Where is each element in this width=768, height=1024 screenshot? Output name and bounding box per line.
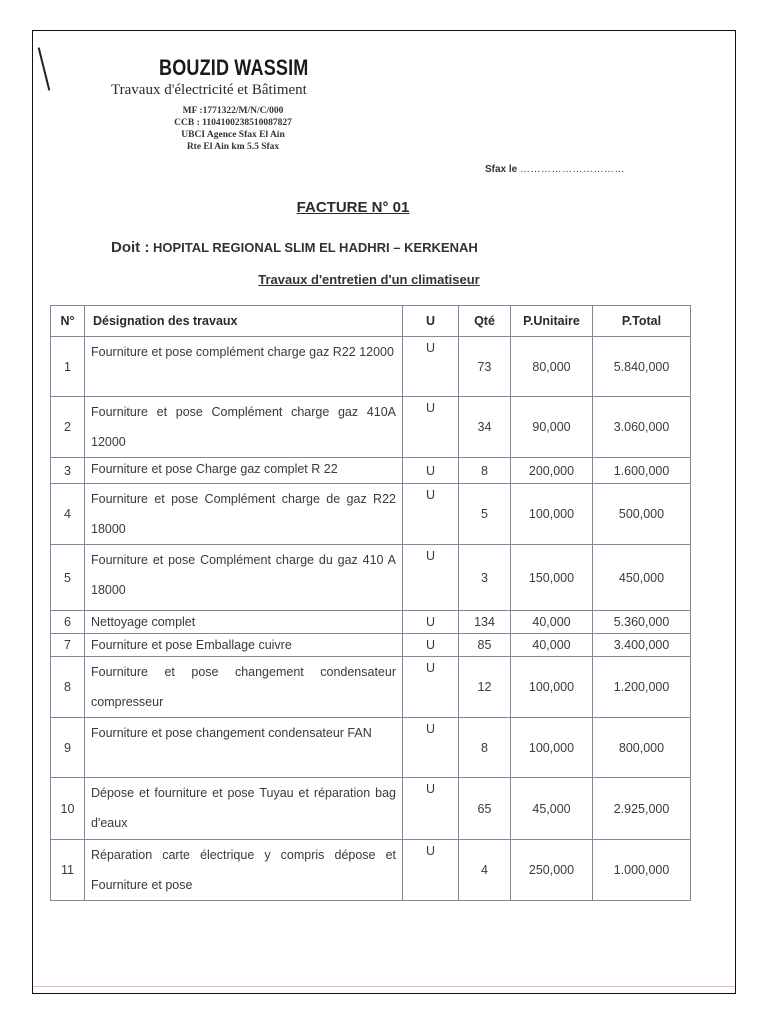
row-quantity: 65 (459, 778, 511, 840)
row-designation: Dépose et fourniture et pose Tuyau et réparation bag d'eaux (85, 778, 403, 840)
row-number: 3 (51, 458, 85, 484)
row-unit-price: 200,000 (511, 458, 593, 484)
row-designation: Fourniture et pose Charge gaz complet R 22 (85, 458, 403, 484)
table-row (51, 337, 691, 397)
row-unit-price: 250,000 (511, 840, 593, 901)
table-row (51, 840, 691, 901)
row-designation: Nettoyage complet (85, 611, 403, 634)
row-number: 2 (51, 397, 85, 458)
row-unit: U (403, 634, 459, 657)
row-total-price: 5.360,000 (593, 611, 691, 634)
row-total-price: 5.840,000 (593, 337, 691, 397)
row-quantity: 34 (459, 397, 511, 458)
row-total-price: 500,000 (593, 484, 691, 545)
row-unit-price: 100,000 (511, 484, 593, 545)
col-header-designation: Désignation des travaux (85, 306, 403, 337)
row-unit: U (403, 458, 459, 484)
row-quantity: 85 (459, 634, 511, 657)
row-quantity: 8 (459, 718, 511, 778)
row-total-price: 1.600,000 (593, 458, 691, 484)
table-row (51, 657, 691, 718)
row-unit: U (403, 840, 459, 901)
row-unit-price: 100,000 (511, 718, 593, 778)
row-designation: Fourniture et pose complément charge gaz R22 12000 (85, 337, 403, 397)
col-header-number: N° (51, 306, 85, 337)
row-unit-price: 90,000 (511, 397, 593, 458)
row-quantity: 12 (459, 657, 511, 718)
row-designation: Réparation carte électrique y compris dépose et Fourniture et pose (85, 840, 403, 901)
row-total-price: 1.000,000 (593, 840, 691, 901)
col-header-quantity: Qté (459, 306, 511, 337)
table-row (51, 545, 691, 611)
footer-rule (33, 986, 735, 987)
company-name: BOUZID WASSIM (159, 55, 309, 80)
row-number: 6 (51, 611, 85, 634)
table-row (51, 397, 691, 458)
table-header-row (51, 306, 691, 337)
place-date-label: Sfax le (485, 164, 518, 175)
row-total-price: 3.060,000 (593, 397, 691, 458)
row-quantity: 3 (459, 545, 511, 611)
row-unit: U (403, 545, 459, 611)
company-activity: Travaux d'électricité et Bâtiment (111, 82, 307, 98)
invoice-table (50, 305, 691, 901)
row-total-price: 3.400,000 (593, 634, 691, 657)
row-unit-price: 150,000 (511, 545, 593, 611)
company-address: Rte El Ain km 5.5 Sfax (186, 142, 280, 152)
row-number: 7 (51, 634, 85, 657)
row-designation: Fourniture et pose Complément charge de gaz R22 18000 (85, 484, 403, 545)
row-unit-price: 100,000 (511, 657, 593, 718)
row-number: 11 (51, 840, 85, 901)
table-row (51, 634, 691, 657)
table-row (51, 458, 691, 484)
invoice-title: FACTURE N° 01 (296, 199, 410, 216)
row-number: 10 (51, 778, 85, 840)
row-designation: Fourniture et pose Emballage cuivre (85, 634, 403, 657)
row-number: 1 (51, 337, 85, 397)
row-total-price: 1.200,000 (593, 657, 691, 718)
row-unit-price: 45,000 (511, 778, 593, 840)
invoice-page (32, 30, 736, 994)
row-number: 5 (51, 545, 85, 611)
row-unit: U (403, 484, 459, 545)
row-unit: U (403, 337, 459, 397)
row-designation: Fourniture et pose Complément charge du gaz 410 A 18000 (85, 545, 403, 611)
row-number: 4 (51, 484, 85, 545)
row-total-price: 2.925,000 (593, 778, 691, 840)
row-quantity: 73 (459, 337, 511, 397)
table-row (51, 778, 691, 840)
row-unit: U (403, 611, 459, 634)
row-quantity: 4 (459, 840, 511, 901)
table-row (51, 611, 691, 634)
col-header-unit-price: P.Unitaire (511, 306, 593, 337)
row-total-price: 450,000 (593, 545, 691, 611)
place-date (485, 164, 625, 175)
table-row (51, 718, 691, 778)
invoice-table-container (50, 305, 690, 901)
row-total-price: 800,000 (593, 718, 691, 778)
row-unit: U (403, 657, 459, 718)
row-number: 8 (51, 657, 85, 718)
col-header-total-price: P.Total (593, 306, 691, 337)
date-blank: ………………………… (520, 164, 626, 175)
invoice-subject: Travaux d'entretien d'un climatiseur (258, 272, 480, 287)
recipient-name: HOPITAL REGIONAL SLIM EL HADHRI – KERKENAH (152, 240, 478, 255)
row-unit-price: 40,000 (511, 611, 593, 634)
row-number: 9 (51, 718, 85, 778)
row-designation: Fourniture et pose Complément charge gaz 410A 12000 (85, 397, 403, 458)
row-quantity: 8 (459, 458, 511, 484)
row-quantity: 134 (459, 611, 511, 634)
row-designation: Fourniture et pose changement condensateur compresseur (85, 657, 403, 718)
tax-id: MF :1771322/M/N/C/000 (182, 106, 284, 116)
bank-account: CCB : 1104100238510087827 (174, 118, 292, 128)
row-unit-price: 40,000 (511, 634, 593, 657)
recipient (111, 239, 478, 256)
row-unit: U (403, 718, 459, 778)
row-unit: U (403, 778, 459, 840)
pen-mark (38, 47, 51, 90)
col-header-unit: U (403, 306, 459, 337)
row-quantity: 5 (459, 484, 511, 545)
row-designation: Fourniture et pose changement condensateur FAN (85, 718, 403, 778)
recipient-label: Doit : (111, 239, 150, 256)
bank-agency: UBCI Agence Sfax El Ain (181, 130, 285, 140)
row-unit-price: 80,000 (511, 337, 593, 397)
table-row (51, 484, 691, 545)
row-unit: U (403, 397, 459, 458)
